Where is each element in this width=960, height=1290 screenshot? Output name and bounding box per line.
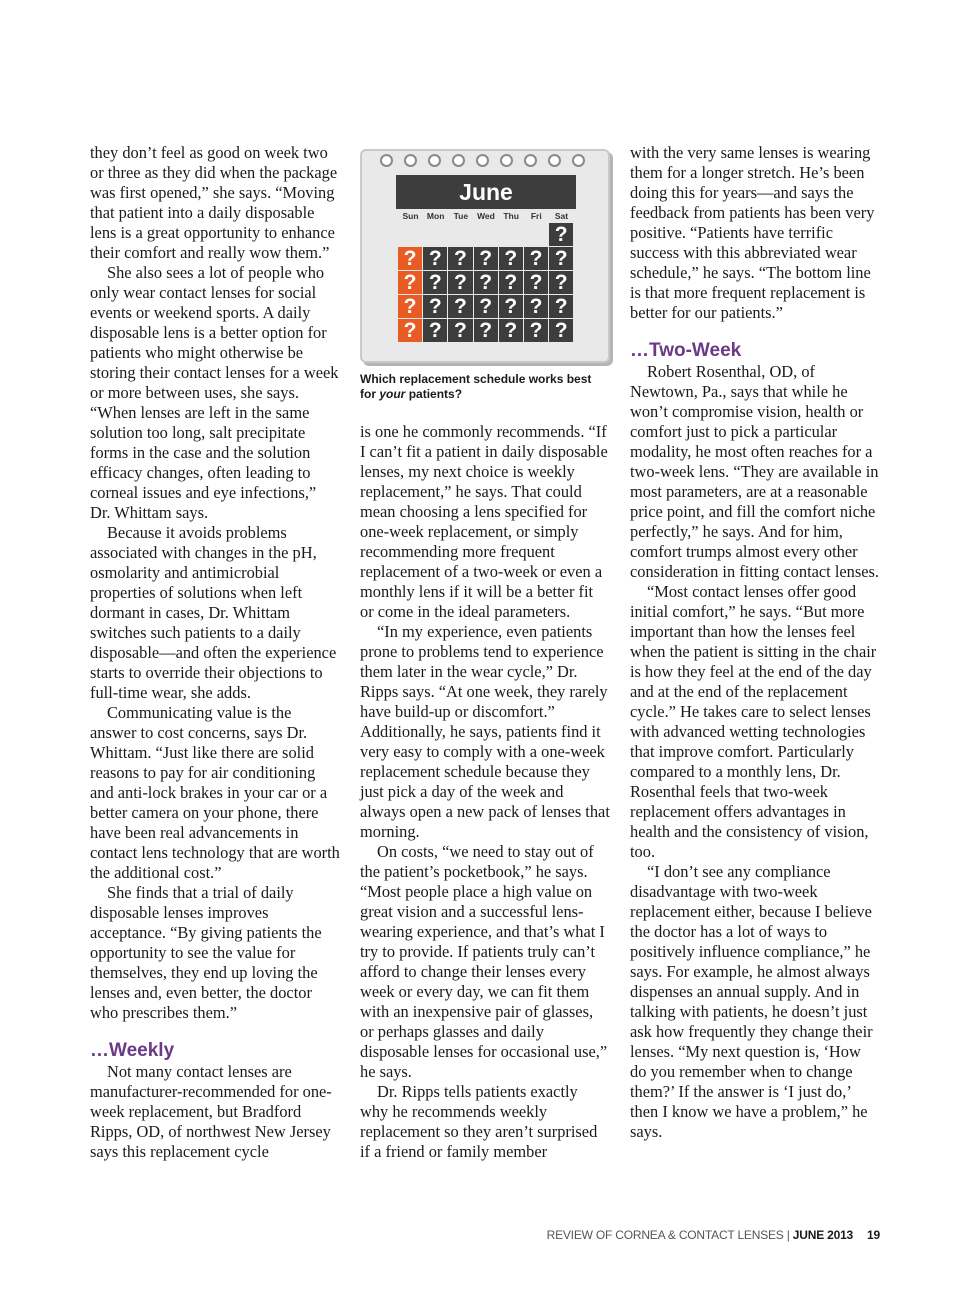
calendar-week-row (398, 319, 574, 342)
body-paragraph: Because it avoids problems associated with changes in the pH, osmolarity and antimicrobial properties of solutions when left dormant in cases, Dr. Whittam switches such patients to a daily disposable—and often the experience starts to override their objections to full-time wear, she adds. (90, 523, 337, 702)
article-column-2 (360, 422, 610, 1162)
calendar-day-cell: ? (474, 319, 498, 342)
calendar-empty-cell (448, 223, 472, 246)
calendar-day-cell: ? (549, 295, 573, 318)
calendar-empty-cell (423, 223, 447, 246)
day-label: Sat (554, 211, 569, 221)
day-label: Sun (402, 211, 419, 221)
calendar-day-cell: ? (423, 271, 447, 294)
calendar-rings (380, 154, 585, 167)
calendar-day-cell: ? (423, 295, 447, 318)
body-paragraph: “I don’t see any compliance disadvantage with two-week replacement either, because I believe the doctor has a lot of ways to positively influence compliance,” he says. For example, he almost always dispenses an annual supply. And in talking with patients, he doesn’t just ask how frequently they change their lenses. “My next question is, ‘How do you remember when to change them?’ If the answer is ‘I just do,’ then I know we have a problem,” he says. (630, 862, 873, 1141)
calendar-day-cell: ? (474, 247, 498, 270)
calendar-day-cell: ? (499, 247, 523, 270)
calendar-day-cell: ? (448, 295, 472, 318)
body-paragraph: She also sees a lot of people who only wear contact lenses for social events or weekend sports. A daily disposable lens is a better option for patients who might otherwise be storing their contact lenses for a week or more between uses, she says. “When lenses are left in the same solution too long, salt precipitate forms in the case and the solution efficacy changes, often leading to corneal issues and eye infections,” Dr. Whittam says. (90, 263, 339, 522)
body-paragraph: Not many contact lenses are manufacturer-recommended for one-week replacement, but Bradford Ripps, OD, of northwest New Jersey says this replacement cycle (90, 1062, 332, 1161)
body-paragraph: “In my experience, even patients prone to problems tend to experience them later in the wear cycle,” Dr. Ripps says. “At one week, they rarely have build-up or discomfort.” Additionally, he says, patients find it very easy to comply with a one-week replacement schedule because they just pick a day of the week and always open a new pack of lenses that morning. (360, 622, 610, 841)
calendar-day-cell: ? (423, 247, 447, 270)
ring-icon (452, 154, 465, 167)
body-paragraph: with the very same lenses is wearing them for a longer stretch. He’s been doing this for years—and says the feedback from patients has been very positive. “Patients have terrific success with this abbreviated wear schedule,” he says. “The bottom line is that more frequent replacement is better for our patients.” (630, 143, 875, 322)
calendar-day-cell: ? (549, 247, 573, 270)
calendar-empty-cell (499, 223, 523, 246)
ring-icon (548, 154, 561, 167)
calendar-day-cell: ? (398, 247, 422, 270)
day-label: Thu (503, 211, 519, 221)
ring-icon (404, 154, 417, 167)
calendar-day-cell: ? (499, 271, 523, 294)
body-paragraph: is one he commonly recommends. “If I can’t fit a patient in daily disposable lenses, my next choice is weekly replacement,” he says. That could mean choosing a lens specified for one-week replacement, or simply recommending more frequent replacement of a two-week or even a monthly lens if it will be a better fit or come in the ideal parameters. (360, 422, 608, 621)
day-label: Fri (530, 211, 542, 221)
calendar-day-cell: ? (549, 271, 573, 294)
caption-text: patients? (405, 387, 463, 401)
calendar-day-cell: ? (398, 271, 422, 294)
calendar-week-row (398, 271, 574, 294)
calendar-day-cell: ? (474, 271, 498, 294)
body-paragraph: Robert Rosenthal, OD, of Newtown, Pa., says that while he won’t compromise vision, health or comfort just to pick a particular modality, he most often reaches for a two-week lens. “They are available in most parameters, are at a reasonable price point, and fill the comfort niche perfectly,” he says. And for him, comfort trumps almost every other consideration in fitting contact lenses. (630, 362, 879, 581)
calendar-week-row (398, 295, 574, 318)
caption-text: Which replacement schedule works best for (360, 372, 592, 401)
calendar-day-cell: ? (524, 319, 548, 342)
calendar-week-row (398, 223, 574, 246)
section-heading-two-week: …Two-Week (630, 340, 742, 361)
calendar-day-cell: ? (524, 271, 548, 294)
calendar-empty-cell (524, 223, 548, 246)
calendar-day-cell: ? (499, 319, 523, 342)
day-label: Mon (426, 211, 445, 221)
page-number: 19 (867, 1228, 880, 1242)
ring-icon (572, 154, 585, 167)
calendar-day-cell: ? (474, 295, 498, 318)
calendar-day-cell: ? (448, 247, 472, 270)
calendar-empty-cell (398, 223, 422, 246)
calendar-day-cell: ? (524, 247, 548, 270)
ring-icon (500, 154, 513, 167)
figure-caption (360, 372, 610, 402)
body-paragraph: Communicating value is the answer to cost concerns, says Dr. Whittam. “Just like there are solid reasons to pay for air conditioning and anti-lock brakes in your car or a better camera on your phone, there have been real advancements in contact lens technology that are worth the additional cost.” (90, 703, 340, 882)
calendar-day-headers (398, 211, 574, 221)
body-paragraph: “Most contact lenses offer good initial comfort,” he says. “But more important than how the lenses feel when the patient is sitting in the chair is how they feel at the end of the day and at the end of the replacement cycle.” He takes care to select lenses with advanced wetting technologies that improve comfort. Particularly compared to a monthly lens, Dr. Rosenthal feels that two-week replacement offers advantages in health and the consistency of vision, too. (630, 582, 877, 861)
day-label: Tue (453, 211, 469, 221)
calendar-day-cell: ? (448, 271, 472, 294)
calendar-day-cell: ? (448, 319, 472, 342)
section-heading-weekly: …Weekly (90, 1040, 175, 1061)
ring-icon (476, 154, 489, 167)
body-paragraph: they don’t feel as good on week two or three as they did when the package was first opened,” she says. “Moving that patient into a daily disposable lens is a great opportunity to enhance their comfort and really wow them.” (90, 143, 338, 262)
calendar-day-cell: ? (423, 319, 447, 342)
calendar-week-row (398, 247, 574, 270)
day-label: Wed (477, 211, 495, 221)
ring-icon (428, 154, 441, 167)
calendar-day-cell: ? (398, 295, 422, 318)
page-footer (547, 1228, 880, 1242)
body-paragraph: On costs, “we need to stay out of the patient’s pocketbook,” he says. “Most people place a high value on great vision and a successful lens-wearing experience, and that’s what I try to provide. If patients truly can’t afford to change their lenses every week or every day, we can fit them with an inexpensive pair of glasses, or perhaps glasses and daily disposable lenses for occasional use,” he says. (360, 842, 608, 1081)
issue-date: JUNE 2013 (792, 1228, 854, 1242)
calendar-month: June (396, 175, 576, 209)
calendar-day-cell: ? (398, 319, 422, 342)
article-column-1 (90, 143, 340, 1162)
calendar-day-cell: ? (499, 295, 523, 318)
ring-icon (380, 154, 393, 167)
calendar-day-cell: ? (524, 295, 548, 318)
ring-icon (524, 154, 537, 167)
article-column-3 (630, 143, 880, 1142)
caption-emphasis: your (379, 387, 406, 401)
body-paragraph: She finds that a trial of daily disposable lenses improves acceptance. “By giving patients the opportunity to see the value for themselves, they end up loving the lenses and, even better, the doctor who prescribes them.” (90, 883, 322, 1022)
body-paragraph: Dr. Ripps tells patients exactly why he recommends weekly replacement so they aren’t surprised if a friend or family member (360, 1082, 598, 1161)
calendar-day-cell: ? (549, 223, 573, 246)
calendar-illustration (360, 149, 610, 363)
calendar-day-cell: ? (549, 319, 573, 342)
calendar-empty-cell (474, 223, 498, 246)
publication-name: REVIEW OF CORNEA & CONTACT LENSES | (546, 1228, 793, 1242)
calendar-grid (398, 223, 574, 343)
